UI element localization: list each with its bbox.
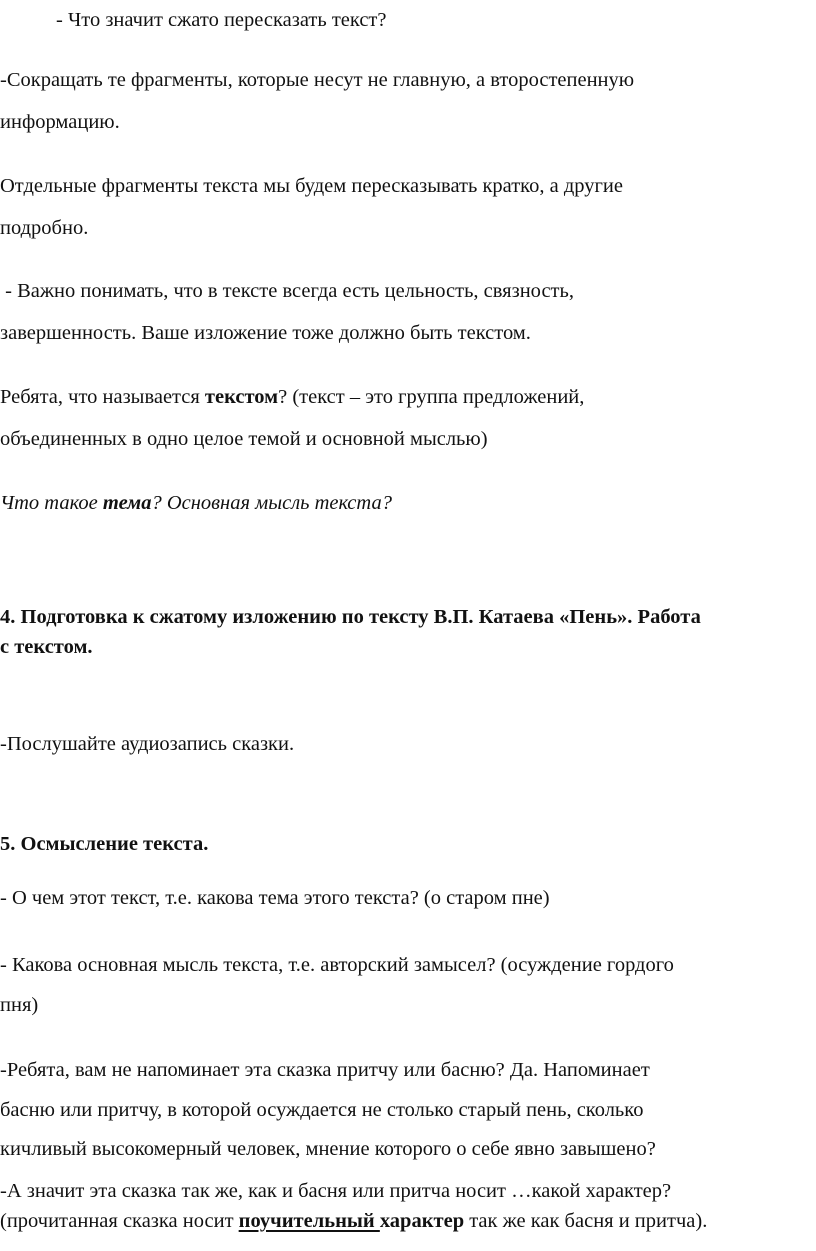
text-line: - Какова основная мысль текста, т.е. авторский замысел? (осуждение гордого	[0, 954, 674, 976]
text-line: -А значит эта сказка так же, как и басня или притча носит …какой характер?	[0, 1180, 672, 1202]
paragraph-main-idea-line-2	[0, 995, 38, 1016]
paragraph-character-line-1	[0, 1181, 671, 1202]
text-fragment: Что такое	[0, 492, 103, 514]
paragraph-integrity-line-1	[0, 281, 574, 302]
text-fragment: Ребята, что называется	[0, 386, 205, 408]
paragraph-shorten-line-2	[0, 112, 120, 133]
text-line: басню или притчу, в которой осуждается не столько старый пень, сколько	[0, 1099, 644, 1121]
text-line: - Что значит сжато пересказать текст?	[56, 9, 387, 31]
paragraph-fragments-line-2	[0, 218, 88, 239]
term-instructive-underlined: поучительный	[238, 1210, 380, 1232]
section-heading-5	[0, 834, 208, 855]
term-character-bold: характер	[379, 1210, 465, 1232]
heading-text: 5. Осмысление текста.	[0, 833, 209, 855]
paragraph-shorten-line-1	[0, 70, 634, 91]
text-line: Отдельные фрагменты текста мы будем пересказывать кратко, а другие	[0, 175, 623, 197]
text-fragment: так же как басня и притча).	[464, 1210, 708, 1232]
text-line: пня)	[0, 994, 39, 1016]
heading-text: с текстом.	[0, 636, 93, 658]
paragraph-topic-question	[0, 888, 550, 909]
paragraph-text-definition-line-2	[0, 429, 488, 450]
text-line: завершенность. Ваше изложение тоже должно быть текстом.	[0, 322, 531, 344]
section-heading-4-line-1	[0, 607, 701, 628]
text-fragment: ? Основная мысль текста?	[151, 492, 392, 514]
text-line: информацию.	[0, 111, 120, 133]
paragraph-main-idea-line-1	[0, 955, 674, 976]
paragraph-listen-audio	[0, 734, 294, 755]
text-fragment: (прочитанная сказка носит	[0, 1210, 239, 1232]
text-line: подробно.	[0, 217, 89, 239]
paragraph-fable-line-2	[0, 1100, 643, 1121]
paragraph-fable-line-1	[0, 1060, 650, 1081]
text-line: - О чем этот текст, т.е. какова тема этого текста? (о старом пне)	[0, 887, 550, 909]
text-line: кичливый высокомерный человек, мнение которого о себе явно завышено?	[0, 1138, 656, 1160]
paragraph-question-retell	[56, 10, 386, 31]
paragraph-theme-question	[0, 493, 392, 514]
paragraph-integrity-line-2	[0, 323, 531, 344]
text-line: объединенных в одно целое темой и основной мыслью)	[0, 428, 488, 450]
text-line: -Послушайте аудиозапись сказки.	[0, 733, 295, 755]
paragraph-fragments-line-1	[0, 176, 623, 197]
paragraph-fable-line-3	[0, 1139, 656, 1160]
text-line: -Сокращать те фрагменты, которые несут не главную, а второстепенную	[0, 69, 635, 91]
paragraph-text-definition-line-1	[0, 387, 584, 408]
term-text-bold: текстом	[204, 386, 279, 408]
text-fragment: ? (текст – это группа предложений,	[278, 386, 585, 408]
text-line: - Важно понимать, что в тексте всегда есть цельность, связность,	[0, 280, 574, 302]
term-theme-bold: тема	[102, 492, 152, 514]
heading-text: 4. Подготовка к сжатому изложению по тексту В.П. Катаева «Пень». Работа	[0, 606, 701, 628]
section-heading-4-line-2	[0, 637, 93, 658]
text-line: -Ребята, вам не напоминает эта сказка притчу или басню? Да. Напоминает	[0, 1059, 650, 1081]
paragraph-character-line-2	[0, 1211, 707, 1232]
